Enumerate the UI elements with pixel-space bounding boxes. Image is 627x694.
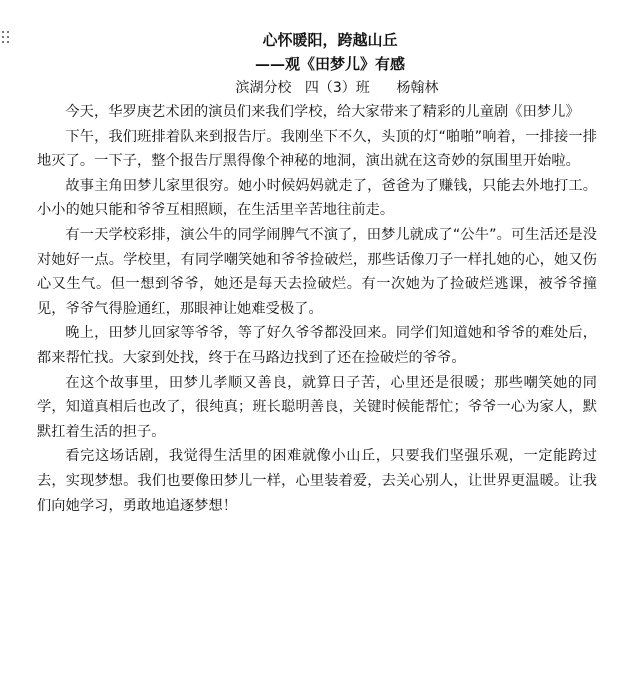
paragraph: 看完这场话剧，我觉得生活里的困难就像小山丘，只要我们坚强乐观，一定能跨过去，实现梦想。我们也要像田梦儿一样，心里装着爱，去关心别人，让世界更温暖。让我们向她学习，勇敢地追逐梦想！	[37, 448, 597, 514]
paragraph: 在这个故事里，田梦儿孝顺又善良，就算日子苦，心里还是很暖；那些嘲笑她的同学，知道真相后也改了，很纯真；班长聪明善良，关键时候能帮忙；爷爷一心为家人，默默扛着生活的担子。	[37, 374, 597, 440]
essay-title: 心怀暖阳，跨越山丘	[262, 31, 398, 49]
paragraph: 今天，华罗庚艺术团的演员们来我们学校，给大家带来了精彩的儿童剧《田梦儿》	[65, 104, 580, 120]
author-byline: 滨湖分校 四（3）班 杨翰林	[235, 80, 439, 96]
paragraph: 晚上，田梦儿回家等爷爷，等了好久爷爷都没回来。同学们知道她和爷爷的难处后，都来帮忙找。大家到处找，终于在马路边找到了还在捡破烂的爷爷。	[37, 325, 597, 366]
paragraph: 有一天学校彩排，演公牛的同学闹脾气不演了，田梦儿就成了“公牛”。可生活还是没对她好一点。学校里，有同学嘲笑她和爷爷捡破烂，那些话像刀子一样扎她的心，她又伤心又生气。但一想到爷爷，她还是每天去捡破烂。有一次她为了捡破烂逃课，被爷爷撞见，爷爷气得脸通红，那眼神让她难受极了。	[37, 226, 597, 317]
document-body	[37, 28, 597, 518]
essay-subtitle: ——观《田梦儿》有感	[254, 55, 405, 73]
paragraph: 故事主角田梦儿家里很穷。她小时候妈妈就走了，爸爸为了赚钱，只能去外地打工。小小的她只能和爷爷互相照顾，在生活里辛苦地往前走。	[37, 177, 597, 219]
drag-handle-icon[interactable]	[1, 30, 11, 44]
paragraph: 下午，我们班排着队来到报告厅。我刚坐下不久，头顶的灯“啪啪”响着，一排接一排地灭了。一下子，整个报告厅黑得像个神秘的地洞，演出就在这奇妙的氛围里开始啦。	[37, 128, 597, 170]
